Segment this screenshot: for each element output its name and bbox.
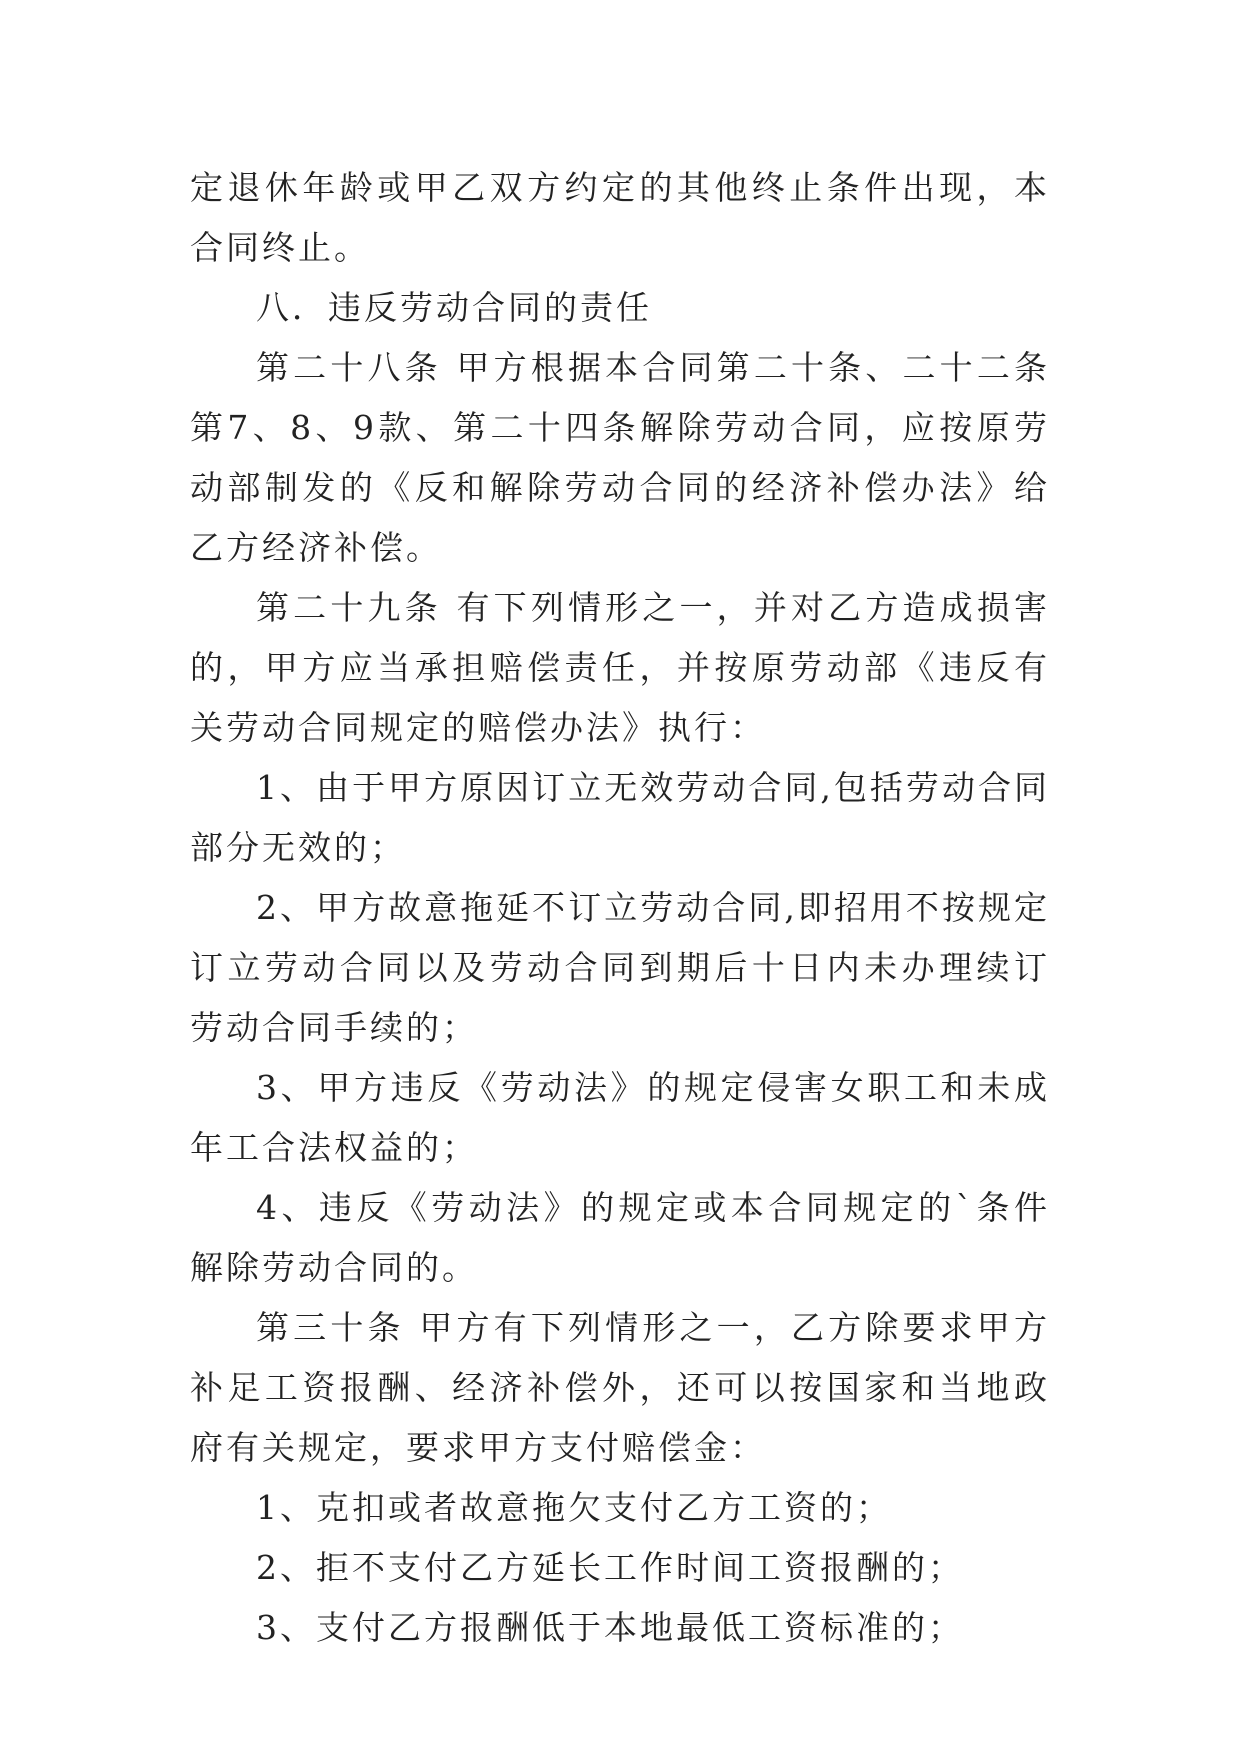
paragraph-continuation: 定退休年龄或甲乙双方约定的其他终止条件出现，本合同终止。 [190,168,1050,267]
article-29-item-1: 1、由于甲方原因订立无效劳动合同,包括劳动合同部分无效的； [190,768,1050,867]
article-30-item-1: 1、克扣或者故意拖欠支付乙方工资的； [256,1488,892,1527]
article-29-item-4: 4、违反《劳动法》的规定或本合同规定的`条件解除劳动合同的。 [190,1188,1050,1287]
document-body [190,158,1050,1658]
article-30-item-3: 3、支付乙方报酬低于本地最低工资标准的； [256,1608,964,1647]
article-29: 第二十九条 有下列情形之一，并对乙方造成损害的，甲方应当承担赔偿责任，并按原劳动部《违反有关劳动合同规定的赔偿办法》执行： [190,588,1050,747]
section-heading: 八．违反劳动合同的责任 [256,288,652,327]
article-28: 第二十八条 甲方根据本合同第二十条、二十二条第7、8、9款、第二十四条解除劳动合同，应按原劳动部制发的《反和解除劳动合同的经济补偿办法》给乙方经济补偿。 [190,348,1050,567]
article-29-item-2: 2、甲方故意拖延不订立劳动合同,即招用不按规定订立劳动合同以及劳动合同到期后十日内未办理续订劳动合同手续的； [190,888,1050,1047]
article-30: 第三十条 甲方有下列情形之一，乙方除要求甲方补足工资报酬、经济补偿外，还可以按国家和当地政府有关规定，要求甲方支付赔偿金： [190,1308,1050,1467]
article-30-item-2: 2、拒不支付乙方延长工作时间工资报酬的； [256,1548,964,1587]
article-29-item-3: 3、甲方违反《劳动法》的规定侵害女职工和未成年工合法权益的； [190,1068,1050,1167]
